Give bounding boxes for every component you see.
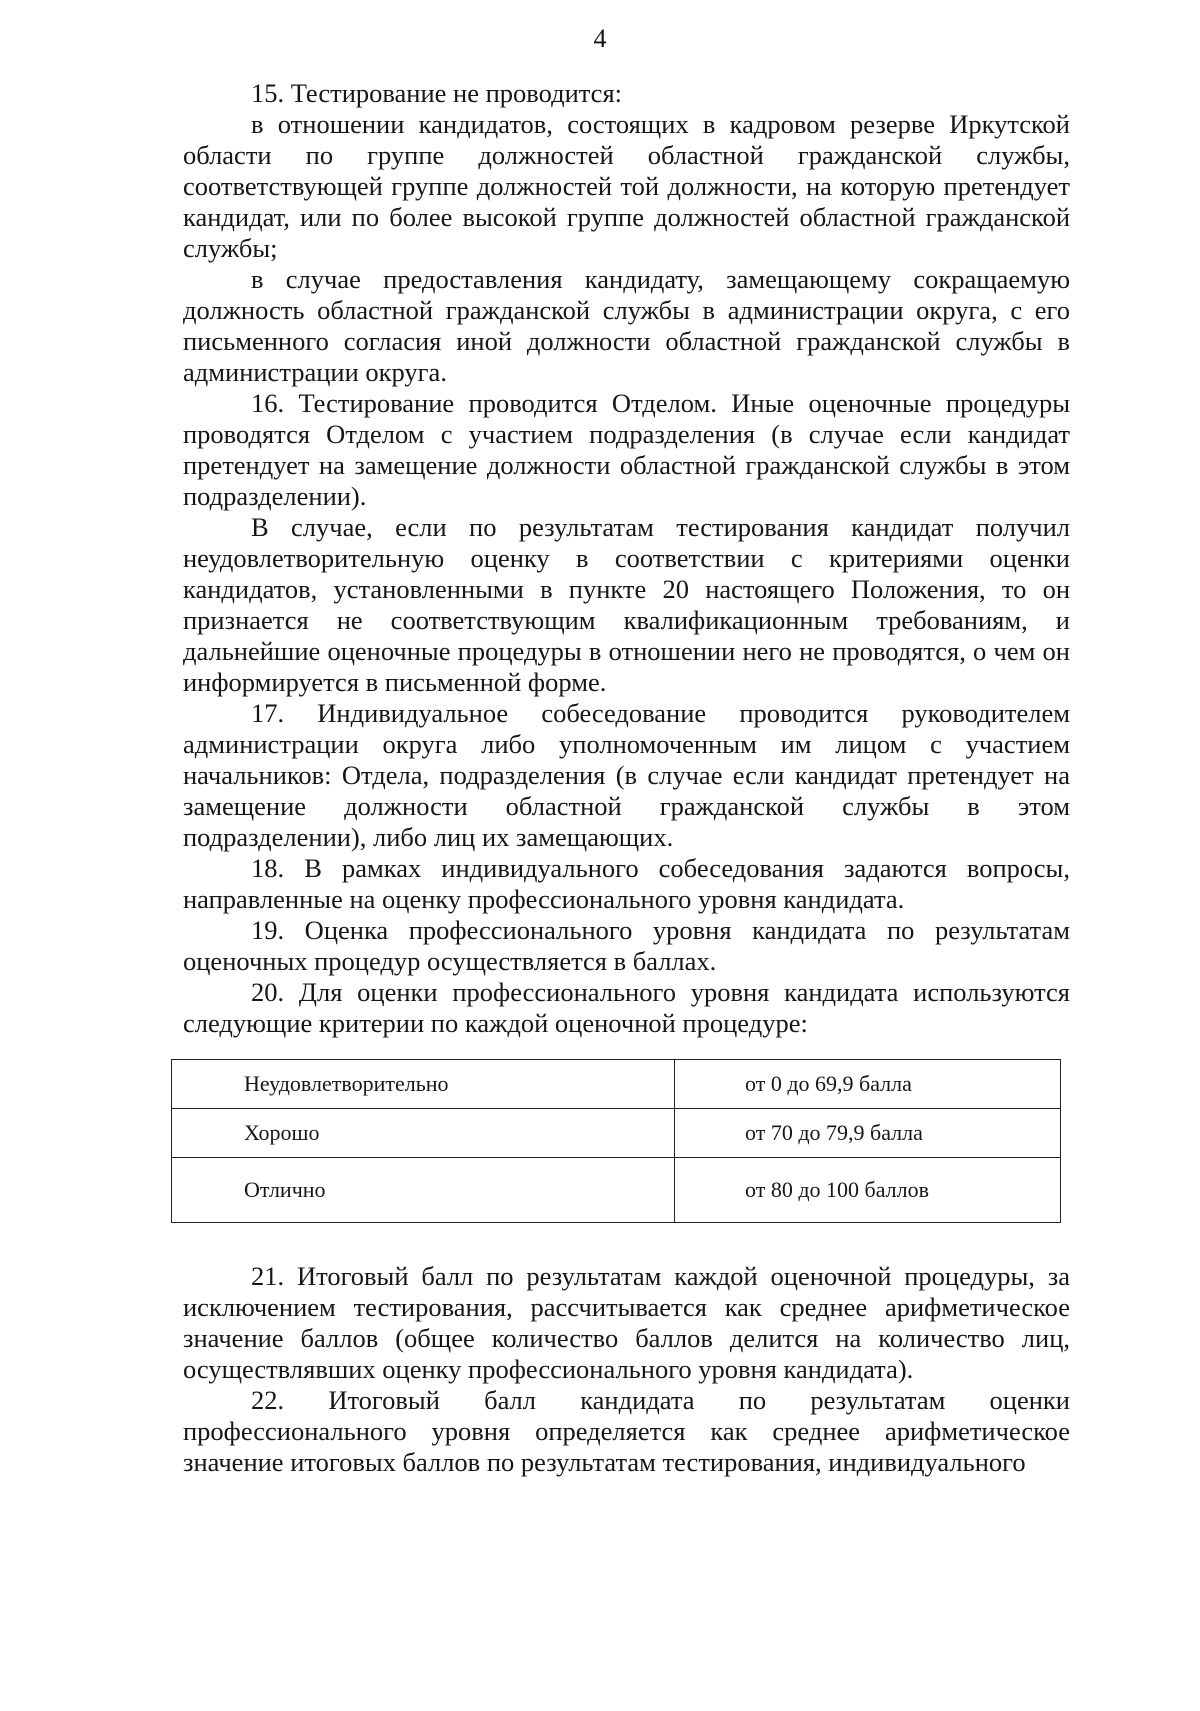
paragraph-20: 20. Для оценки профессионального уровня кандидата используются следующие критерии по каждой оценочной процедуре: <box>183 977 1070 1038</box>
table-row <box>172 1109 1061 1158</box>
criteria-range: от 0 до 69,9 балла <box>675 1060 1061 1109</box>
paragraph-18: 18. В рамках индивидуального собеседования задаются вопросы, направленные на оценку профессионального уровня кандидата. <box>183 853 1070 914</box>
paragraph-16: 16. Тестирование проводится Отделом. Иные оценочные процедуры проводятся Отделом с участием подразделения (в случае если кандидат претендует на замещение должности областной гражданской службы в этом подразделении). <box>183 388 1070 511</box>
document-body <box>183 78 1070 1478</box>
paragraph-15-item-2: в случае предоставления кандидату, замещающему сокращаемую должность областной гражданской службы в администрации округа, с его письменного согласия иной должности областной гражданской службы в администрации округа. <box>183 264 1070 387</box>
criteria-table <box>171 1059 1061 1223</box>
criteria-range: от 70 до 79,9 балла <box>675 1109 1061 1158</box>
paragraph-19: 19. Оценка профессионального уровня кандидата по результатам оценочных процедур осуществляется в баллах. <box>183 915 1070 976</box>
criteria-range: от 80 до 100 баллов <box>675 1158 1061 1223</box>
paragraph-15: 15. Тестирование не проводится: <box>251 78 622 108</box>
table-row <box>172 1158 1061 1223</box>
criteria-label: Хорошо <box>172 1109 675 1158</box>
paragraph-15-item-1: в отношении кандидатов, состоящих в кадровом резерве Иркутской области по группе должностей областной гражданской службы, соответствующей группе должностей той должности, на которую претендует кандидат, или по более высокой группе должностей областной гражданской службы; <box>183 109 1070 263</box>
paragraph-17: 17. Индивидуальное собеседование проводится руководителем администрации округа либо уполномоченным им лицом с участием начальников: Отдела, подразделения (в случае если кандидат претендует на замещение должности областной гражданской службы в этом подразделении), либо лиц их замещающих. <box>183 698 1070 852</box>
page-number: 4 <box>593 24 607 53</box>
table-row <box>172 1060 1061 1109</box>
paragraph-16-continuation: В случае, если по результатам тестирования кандидат получил неудовлетворительную оценку в соответствии с критериями оценки кандидатов, установленными в пункте 20 настоящего Положения, то он признается не соответствующим квалификационным требованиям, и дальнейшие оценочные процедуры в отношении него не проводятся, о чем он информируется в письменной форме. <box>183 512 1070 697</box>
criteria-label: Отлично <box>172 1158 675 1223</box>
paragraph-21: 21. Итоговый балл по результатам каждой оценочной процедуры, за исключением тестирования, рассчитывается как среднее арифметическое значение баллов (общее количество баллов делится на количество лиц, осуществлявших оценку профессионального уровня кандидата). <box>183 1261 1070 1384</box>
criteria-label: Неудовлетворительно <box>172 1060 675 1109</box>
paragraph-22: 22. Итоговый балл кандидата по результатам оценки профессионального уровня определяется как среднее арифметическое значение итоговых баллов по результатам тестирования, индивидуального <box>183 1385 1070 1477</box>
